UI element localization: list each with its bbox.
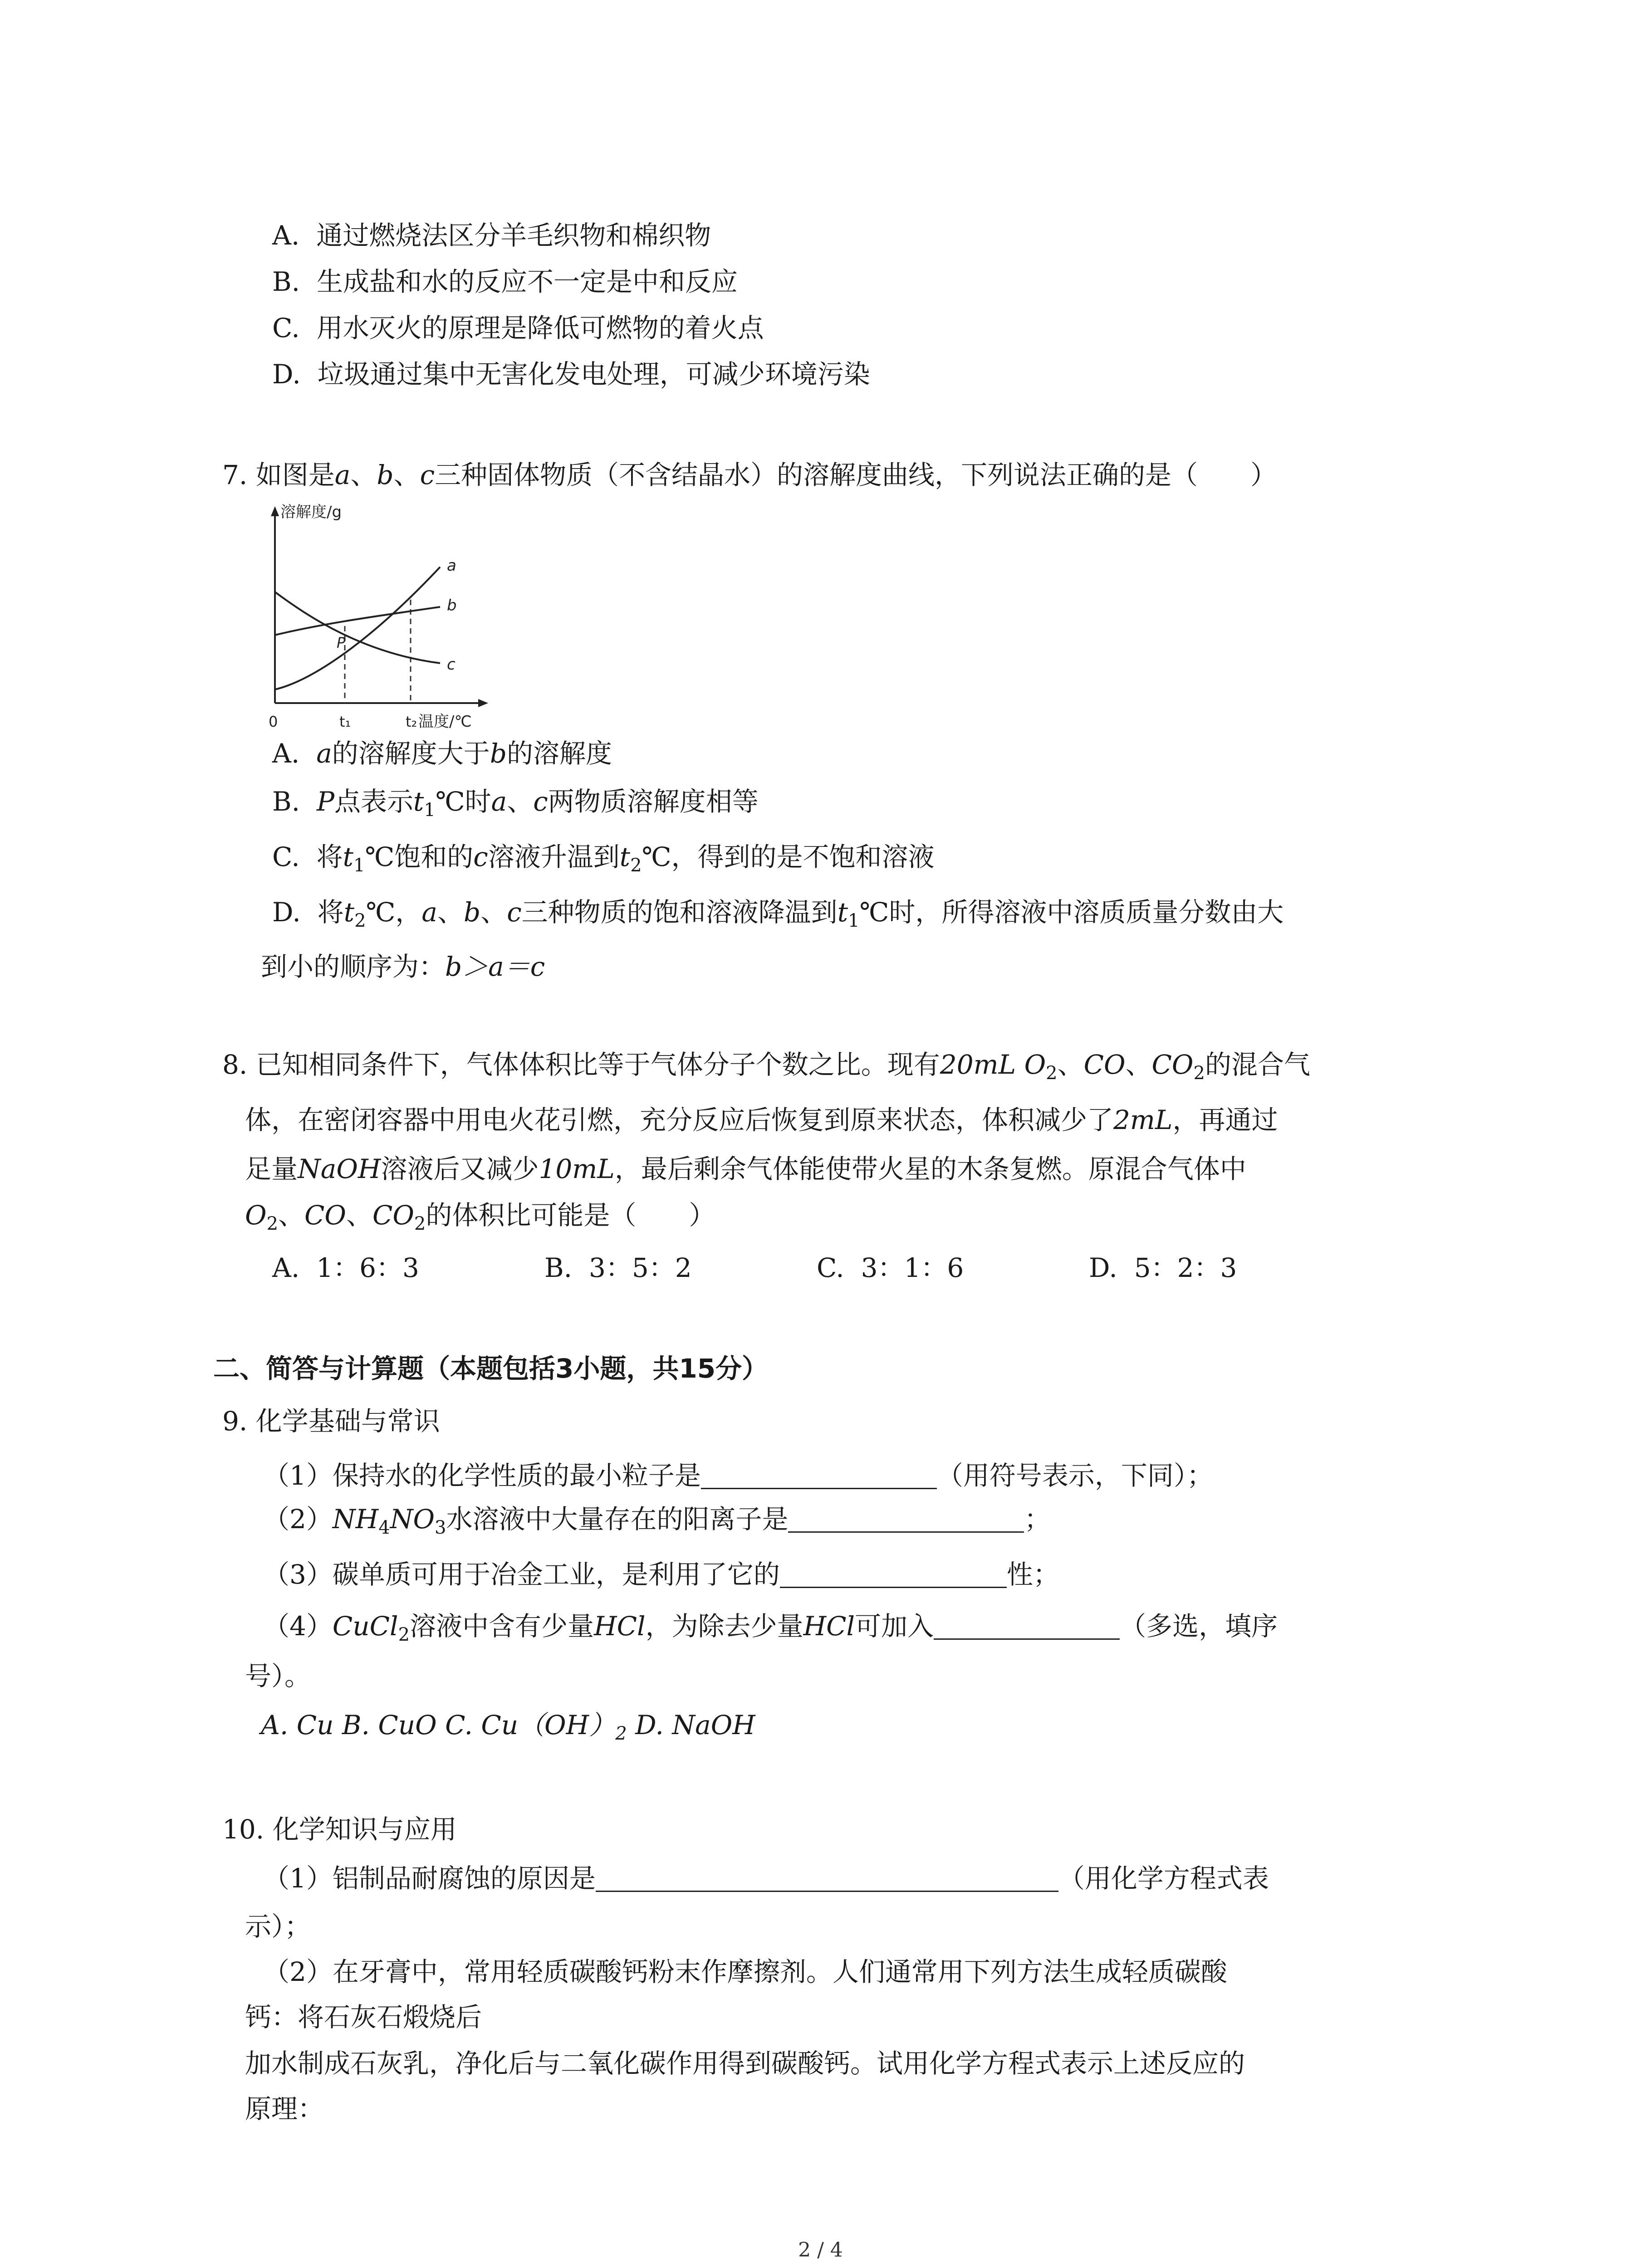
q9-title: 化学基础与常识 — [255, 1406, 440, 1437]
q7-stem — [222, 459, 1277, 490]
q6-option-c-text: 用水灭火的原理是降低可燃物的着火点 — [316, 313, 764, 343]
graph-curve-c-label: c — [447, 655, 456, 674]
q9-part3-post: 性； — [1006, 1559, 1059, 1590]
q10-part1-post: （用化学方程式表 — [1058, 1863, 1269, 1894]
q8-line2-pre: 体，在密闭容器中用电火花引燃，充分反应后恢复到原来状态，体积减少了 — [245, 1105, 1114, 1135]
q7-option-a-var1: a — [316, 738, 332, 769]
q8-co2-b: CO — [372, 1200, 414, 1231]
q9-part1 — [263, 1461, 1213, 1489]
q7-option-a-var2: b — [490, 738, 507, 769]
q9-part2-mid: 水溶液中大量存在的阳离子是 — [446, 1504, 789, 1535]
q10-part2-line4: 原理： — [245, 2093, 324, 2124]
q9-part1-post: （用符号表示，下同）； — [936, 1460, 1213, 1491]
q8-option-c — [817, 1252, 1089, 1283]
q7-option-b-point: P — [316, 786, 334, 817]
q9-cucl-sub: 2 — [398, 1624, 410, 1645]
q7-option-d-text2: ℃， — [366, 897, 422, 928]
q8-option-d — [1089, 1252, 1237, 1283]
q7-option-c — [272, 841, 935, 876]
q7-option-b-text2: ℃时 — [435, 786, 491, 817]
q6-option-c — [272, 315, 764, 341]
q7-option-d-line2-pre: 到小的顺序为： — [261, 951, 446, 982]
graph-point-p: P — [337, 634, 346, 651]
q8-line2 — [245, 1107, 1278, 1133]
q8-co2-b-sub: 2 — [414, 1213, 426, 1234]
q9-part1-pre: （1）保持水的化学性质的最小粒子是 — [263, 1460, 701, 1491]
q9-part4-post: （多选，填序 — [1120, 1611, 1278, 1642]
q7-option-b-var1: a — [491, 786, 507, 817]
q9-number: 9. — [222, 1406, 248, 1437]
q7-option-d-text6: ℃时，所得溶液中溶质质量分数由大 — [859, 897, 1284, 928]
q7-option-d — [272, 897, 1284, 931]
q8-sep4: 、 — [346, 1200, 372, 1231]
q7-option-c-text3: 溶液升温到 — [488, 841, 620, 872]
q7-stem-post: 三种固体物质（不含结晶水）的溶解度曲线，下列说法正确的是（ ） — [435, 459, 1277, 490]
q9-part4-mid1: 溶液中含有少量 — [410, 1611, 594, 1642]
q9-part4-line2: 号）。 — [245, 1661, 311, 1691]
q8-number: 8. — [222, 1049, 248, 1080]
q9-no: NO — [390, 1504, 435, 1535]
q7-option-c-var: c — [473, 841, 488, 872]
q7-stem-pre: 如图是 — [255, 459, 335, 490]
q7-option-a-letter: A. — [272, 738, 300, 769]
q9-choices-sub: 2 — [615, 1723, 627, 1744]
q8-co2: CO — [1151, 1049, 1194, 1080]
q8-line1 — [222, 1049, 1310, 1084]
q7-option-d-temp1-sub: 2 — [354, 910, 366, 931]
q8-sep2: 、 — [1125, 1049, 1152, 1080]
q7-option-d-line2 — [261, 953, 545, 980]
q8-line3-mid: 溶液后又减少 — [381, 1154, 539, 1184]
q7-option-c-text1: 将 — [316, 841, 343, 872]
q10-part1-answer-blank[interactable] — [596, 1864, 1058, 1892]
q9-part3 — [263, 1560, 1059, 1588]
q7-option-b — [272, 786, 759, 821]
q8-o2-b-sub: 2 — [266, 1213, 279, 1234]
q9-part3-pre: （3）碳单质可用于冶金工业，是利用了它的 — [263, 1559, 780, 1590]
q8-option-a-text: 1：6：3 — [316, 1252, 419, 1283]
q7-option-d-temp2-sub: 1 — [848, 910, 860, 931]
q7-option-b-text3: 、 — [507, 786, 534, 817]
q7-option-b-var2: c — [533, 786, 548, 817]
q8-option-d-letter: D. — [1089, 1252, 1117, 1283]
q7-option-d-var2: b — [464, 897, 481, 928]
q8-vol2: 2mL — [1113, 1105, 1173, 1135]
q7-sep-1: 、 — [350, 459, 377, 490]
graph-xlabel: 温度/℃ — [418, 713, 472, 730]
q7-option-c-text2: ℃饱和的 — [365, 841, 474, 872]
q8-option-d-text: 5：2：3 — [1134, 1252, 1237, 1283]
q7-option-d-letter: D. — [272, 897, 301, 928]
solubility-graph — [259, 503, 495, 730]
q7-option-a-text1: 的溶解度大于 — [332, 738, 490, 769]
q8-option-c-letter: C. — [817, 1252, 844, 1283]
q7-var-a: a — [334, 459, 351, 490]
curve-c — [275, 592, 440, 663]
q7-number: 7. — [222, 459, 248, 490]
q7-option-b-text1: 点表示 — [334, 786, 413, 817]
q10-part2-line1: （2）在牙膏中，常用轻质碳酸钙粉末作摩擦剂。人们通常用下列方法生成轻质碳酸 — [263, 1956, 1227, 1987]
q10-title-line — [222, 1816, 457, 1843]
q7-option-d-order: b＞a＝c — [445, 951, 545, 982]
graph-origin: 0 — [269, 713, 278, 730]
q9-part2 — [263, 1504, 1051, 1538]
q9-choices-end: D. NaOH — [627, 1710, 755, 1740]
q10-part2-line3: 加水制成石灰乳，净化后与二氧化碳作用得到碳酸钙。试用化学方程式表示上述反应的 — [245, 2048, 1245, 2079]
q8-line3 — [245, 1156, 1246, 1182]
section-heading: 二、简答与计算题（本题包括3小题，共15分） — [213, 1353, 769, 1384]
q7-option-d-var3: c — [507, 897, 522, 928]
q9-part4-answer-blank[interactable] — [934, 1612, 1120, 1640]
q7-option-d-text3: 、 — [437, 897, 464, 928]
q8-o2-b: O — [245, 1200, 267, 1231]
q7-option-c-temp1-sub: 1 — [353, 855, 365, 876]
q8-line3-post: ，最后剩余气体能使带火星的木条复燃。原混合气体中 — [614, 1154, 1246, 1184]
q9-nh: NH — [332, 1504, 379, 1535]
q7-option-d-text4: 、 — [480, 897, 507, 928]
q7-option-c-temp2-sub: 2 — [630, 855, 642, 876]
q8-sep1: 、 — [1057, 1049, 1084, 1080]
q8-option-b-letter: B. — [544, 1252, 573, 1283]
q7-option-c-temp2: t — [619, 841, 631, 872]
q8-sep3: 、 — [278, 1200, 305, 1231]
q9-part4-pre: （4） — [263, 1611, 333, 1642]
q9-part4-mid3: 可加入 — [855, 1611, 934, 1642]
q6-option-d-text: 垃圾通过集中无害化发电处理，可减少环境污染 — [317, 359, 870, 390]
q10-part1 — [263, 1864, 1269, 1892]
q8-vol3: 10mL — [539, 1154, 615, 1184]
q9-no-sub: 3 — [435, 1517, 446, 1538]
graph-x-arrow — [478, 699, 488, 707]
q9-part2-post: ； — [1024, 1504, 1051, 1535]
q7-option-d-temp2: t — [837, 897, 848, 928]
graph-t2-label: t₂ — [406, 713, 417, 730]
q8-naoh: NaOH — [298, 1154, 381, 1184]
q10-title: 化学知识与应用 — [272, 1814, 457, 1845]
q7-option-b-temp: t — [413, 786, 424, 817]
curve-b — [275, 607, 440, 635]
q8-co-b: CO — [304, 1200, 346, 1231]
q6-option-a — [272, 222, 711, 249]
q9-nh-sub: 4 — [378, 1517, 390, 1538]
q6-option-b — [272, 266, 738, 297]
q8-line4-post: 的体积比可能是（ ） — [426, 1200, 715, 1231]
q7-option-c-text4: ℃，得到的是不饱和溶液 — [642, 841, 935, 872]
q8-line1-pre: 已知相同条件下，气体体积比等于气体分子个数之比。现有 — [255, 1049, 940, 1080]
q6-option-b-letter: B. — [272, 266, 300, 297]
q8-option-b-text: 3：5：2 — [588, 1252, 692, 1283]
graph-t1-label: t₁ — [339, 713, 351, 730]
q9-choices — [261, 1710, 755, 1744]
q10-number: 10. — [222, 1814, 265, 1845]
q7-option-a-text2: 的溶解度 — [506, 738, 612, 769]
q7-option-c-letter: C. — [272, 841, 300, 872]
curve-a — [275, 567, 440, 689]
q9-part3-answer-blank[interactable] — [780, 1560, 1007, 1588]
q6-option-b-text: 生成盐和水的反应不一定是中和反应 — [316, 266, 738, 297]
q8-option-a — [272, 1252, 544, 1283]
q8-co: CO — [1083, 1049, 1126, 1080]
q9-hcl-2: HCl — [803, 1611, 855, 1642]
graph-curve-b-label: b — [447, 596, 457, 615]
q6-option-a-text: 通过燃烧法区分羊毛织物和棉织物 — [316, 220, 711, 251]
page-number: 2 / 4 — [798, 2239, 843, 2262]
q7-option-b-temp-sub: 1 — [424, 800, 436, 821]
q8-vol1: 20mL — [940, 1049, 1016, 1080]
graph-curve-a-label: a — [447, 557, 456, 575]
q9-part2-pre: （2） — [263, 1504, 333, 1535]
q7-var-c: c — [420, 459, 435, 490]
q6-option-d — [272, 359, 870, 390]
q7-option-d-temp1: t — [343, 897, 355, 928]
q9-hcl-1: HCl — [594, 1611, 646, 1642]
q8-line4 — [245, 1200, 715, 1234]
q10-part2-line2: 钙：将石灰石煅烧后 — [245, 2002, 482, 2033]
q7-var-b: b — [377, 459, 394, 490]
q8-o2-sub: 2 — [1046, 1063, 1058, 1084]
q8-option-b — [544, 1252, 817, 1283]
q8-co2-sub: 2 — [1193, 1063, 1205, 1084]
q6-option-a-letter: A. — [272, 220, 300, 251]
q8-line1-post: 的混合气 — [1205, 1049, 1310, 1080]
q9-cucl: CuCl — [332, 1611, 398, 1642]
q9-part1-answer-blank[interactable] — [701, 1461, 937, 1489]
q7-option-d-text1: 将 — [317, 897, 344, 928]
q8-options — [272, 1252, 1237, 1283]
q9-title-line — [222, 1406, 440, 1437]
q9-part4 — [263, 1611, 1278, 1645]
q10-part1-pre: （1）铝制品耐腐蚀的原因是 — [263, 1863, 596, 1894]
q7-option-d-text5: 三种物质的饱和溶液降温到 — [521, 897, 838, 928]
q7-sep-2: 、 — [393, 459, 420, 490]
q9-part4-mid2: ，为除去少量 — [645, 1611, 803, 1642]
q7-option-c-temp1: t — [343, 841, 353, 872]
q8-line3-pre: 足量 — [245, 1154, 298, 1184]
q7-option-b-letter: B. — [272, 786, 300, 817]
graph-y-arrow — [271, 506, 279, 516]
q8-line2-post: ，再通过 — [1172, 1105, 1278, 1135]
q9-choices-text: A. Cu B. CuO C. Cu（OH） — [261, 1710, 616, 1740]
q9-part2-answer-blank[interactable] — [788, 1505, 1024, 1533]
q8-o2: O — [1024, 1049, 1046, 1080]
graph-ylabel: 溶解度/g — [280, 503, 342, 521]
q7-option-d-var1: a — [421, 897, 438, 928]
q7-option-b-text4: 两物质溶解度相等 — [548, 786, 759, 817]
q8-option-a-letter: A. — [272, 1252, 300, 1283]
q6-option-c-letter: C. — [272, 313, 300, 343]
q7-option-a — [272, 740, 612, 767]
q10-part1-line2: 示）； — [245, 1911, 311, 1942]
q8-option-c-text: 3：1：6 — [861, 1252, 964, 1283]
q6-option-d-letter: D. — [272, 359, 301, 390]
